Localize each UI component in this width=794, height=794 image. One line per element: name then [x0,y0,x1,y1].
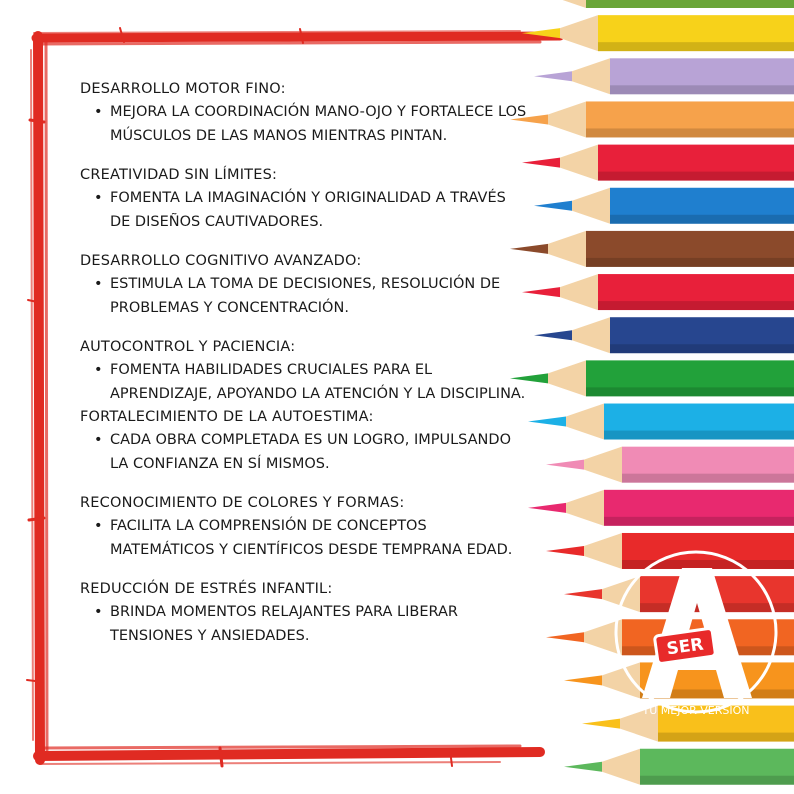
benefit-section [80,578,530,648]
benefit-heading: DESARROLLO MOTOR FINO: [80,81,286,97]
benefit-heading: CREATIVIDAD SIN LÍMITES: [80,167,278,183]
benefits-list [80,78,530,664]
pencil [522,274,794,310]
benefit-bullets [80,600,530,648]
benefit-section [80,164,530,234]
benefit-section [80,250,530,320]
benefit-section [80,336,530,406]
pencil [564,749,794,785]
benefit-bullets [80,358,530,406]
logo-badge-text: SER [665,634,705,660]
logo-tagline: TU MEJOR VERSIÓN [642,704,750,717]
pencil [528,490,794,526]
pencil [534,317,794,353]
pencil [528,404,794,440]
ser-logo [612,548,780,728]
benefit-section [80,78,530,148]
benefit-bullet: • FOMENTA HABILIDADES CRUCIALES PARA EL APRENDIZAJE, APOYANDO LA ATENCIÓN Y LA DISCIPLINA. [110,358,530,406]
benefit-bullets [80,100,530,148]
benefit-bullets [80,428,530,476]
benefit-bullet: • FACILITA LA COMPRENSIÓN DE CONCEPTOS MATEMÁTICOS Y CIENTÍFICOS DESDE TEMPRANA EDAD. [110,514,530,562]
benefit-heading: RECONOCIMIENTO DE COLORES Y FORMAS: [80,495,405,511]
benefit-bullet: • CADA OBRA COMPLETADA ES UN LOGRO, IMPULSANDO LA CONFIANZA EN SÍ MISMOS. [110,428,530,476]
benefit-bullets [80,186,530,234]
benefit-bullet: • ESTIMULA LA TOMA DE DECISIONES, RESOLUCIÓN DE PROBLEMAS Y CONCENTRACIÓN. [110,272,530,320]
pencil [510,0,794,8]
pencil [546,447,794,483]
pencil [522,15,794,51]
benefit-bullet: • MEJORA LA COORDINACIÓN MANO-OJO Y FORTALECE LOS MÚSCULOS DE LAS MANOS MIENTRAS PINTAN. [110,100,530,148]
benefit-bullets [80,272,530,320]
pencil [510,231,794,267]
benefit-heading: REDUCCIÓN DE ESTRÉS INFANTIL: [80,581,333,597]
benefit-heading: FORTALECIMIENTO DE LA AUTOESTIMA: [80,409,374,425]
pencil [510,360,794,396]
pencil [510,101,794,137]
benefit-section [80,492,530,562]
pencil [534,58,794,94]
benefit-bullets [80,514,530,562]
benefit-bullet: • FOMENTA LA IMAGINACIÓN Y ORIGINALIDAD A TRAVÉS DE DISEÑOS CAUTIVADORES. [110,186,530,234]
pencil [522,145,794,181]
pencil [534,188,794,224]
benefit-heading: DESARROLLO COGNITIVO AVANZADO: [80,253,362,269]
benefit-heading: AUTOCONTROL Y PACIENCIA: [80,339,296,355]
benefit-section [80,406,530,476]
benefit-bullet: • BRINDA MOMENTOS RELAJANTES PARA LIBERAR TENSIONES Y ANSIEDADES. [110,600,530,648]
